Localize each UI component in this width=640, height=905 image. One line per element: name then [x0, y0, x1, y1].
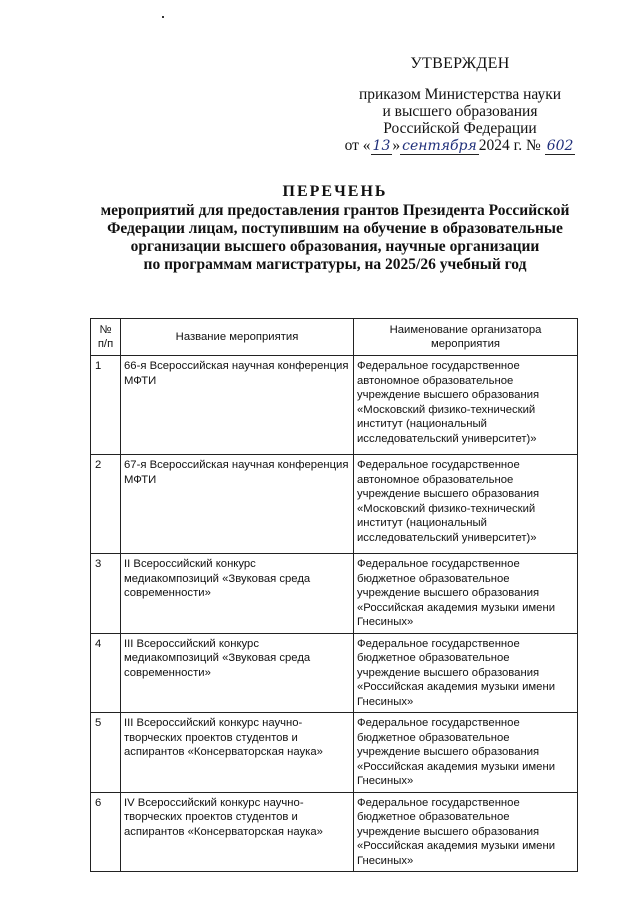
header-event: Название мероприятия — [121, 319, 354, 356]
date-year: 2024 г. № — [478, 137, 541, 154]
approval-line-3: Российской Федерации — [383, 120, 537, 137]
row-event: III Всероссийский конкурс медиакомпозиций «Звуковая среда современности» — [121, 633, 354, 713]
approval-line-2: и высшего образования — [382, 103, 538, 120]
header-organizer — [354, 319, 578, 356]
approval-line-1: приказом Министерства науки — [358, 86, 562, 103]
table-row — [91, 792, 578, 872]
row-num: 2 — [91, 455, 121, 554]
events-table — [90, 318, 578, 872]
order-number: 602 — [546, 138, 574, 154]
table-row — [91, 356, 578, 455]
table-row — [91, 554, 578, 634]
header-num-line-1: № — [99, 323, 112, 336]
table-row — [91, 713, 578, 793]
row-organizer: Федеральное государственное бюджетное образовательное учреждение высшего образования «Российская академия музыки имени Гнесиных» — [354, 554, 578, 634]
date-mid: » — [392, 137, 401, 154]
row-event: IV Всероссийский конкурс научно-творческих проектов студентов и аспирантов «Консерваторская наука» — [121, 792, 354, 872]
approval-date-line — [340, 137, 580, 155]
row-organizer: Федеральное государственное бюджетное образовательное учреждение высшего образования «Российская академия музыки имени Гнесиных» — [354, 713, 578, 793]
heading-line-3: организации высшего образования, научные организации — [130, 238, 540, 255]
row-event: III Всероссийский конкурс научно-творческих проектов студентов и аспирантов «Консерваторская наука» — [121, 713, 354, 793]
heading-title: ПЕРЕЧЕНЬ — [282, 183, 388, 200]
row-num: 4 — [91, 633, 121, 713]
heading-line-4: по программам магистратуры, на 2025/26 учебный год — [143, 256, 527, 273]
date-day: 13 — [372, 138, 391, 154]
approval-title: УТВЕРЖДЕН — [410, 55, 510, 72]
heading-line-2: Федерации лицам, поступившим на обучение в образовательные — [107, 220, 563, 237]
date-month: сентября — [402, 138, 477, 154]
header-organizer-line-1: Наименование организатора — [389, 323, 542, 336]
scan-speck — [162, 16, 164, 18]
heading-line-1: мероприятий для предоставления грантов Президента Российской — [100, 202, 570, 219]
row-num: 1 — [91, 356, 121, 455]
date-prefix: от « — [344, 137, 371, 154]
row-event: 66-я Всероссийская научная конференция МФТИ — [121, 356, 354, 455]
header-num-line-2: п/п — [97, 338, 114, 350]
row-organizer: Федеральное государственное автономное образовательное учреждение высшего образования «Московский физико-технический институт (национальный исследовательский университет)» — [354, 455, 578, 554]
row-num: 6 — [91, 792, 121, 872]
row-organizer: Федеральное государственное бюджетное образовательное учреждение высшего образования «Российская академия музыки имени Гнесиных» — [354, 792, 578, 872]
row-event: 67-я Всероссийская научная конференция МФТИ — [121, 455, 354, 554]
row-organizer: Федеральное государственное бюджетное образовательное учреждение высшего образования «Российская академия музыки имени Гнесиных» — [354, 633, 578, 713]
table-header-row — [91, 319, 578, 356]
row-num: 5 — [91, 713, 121, 793]
row-event: II Всероссийский конкурс медиакомпозиций «Звуковая среда современности» — [121, 554, 354, 634]
table-row — [91, 633, 578, 713]
header-organizer-line-2: мероприятия — [430, 338, 501, 350]
row-organizer: Федеральное государственное автономное образовательное учреждение высшего образования «Московский физико-технический институт (национальный исследовательский университет)» — [354, 356, 578, 455]
approval-block — [340, 55, 580, 155]
row-num: 3 — [91, 554, 121, 634]
table-row — [91, 455, 578, 554]
header-num — [91, 319, 121, 356]
document-heading — [80, 183, 590, 274]
